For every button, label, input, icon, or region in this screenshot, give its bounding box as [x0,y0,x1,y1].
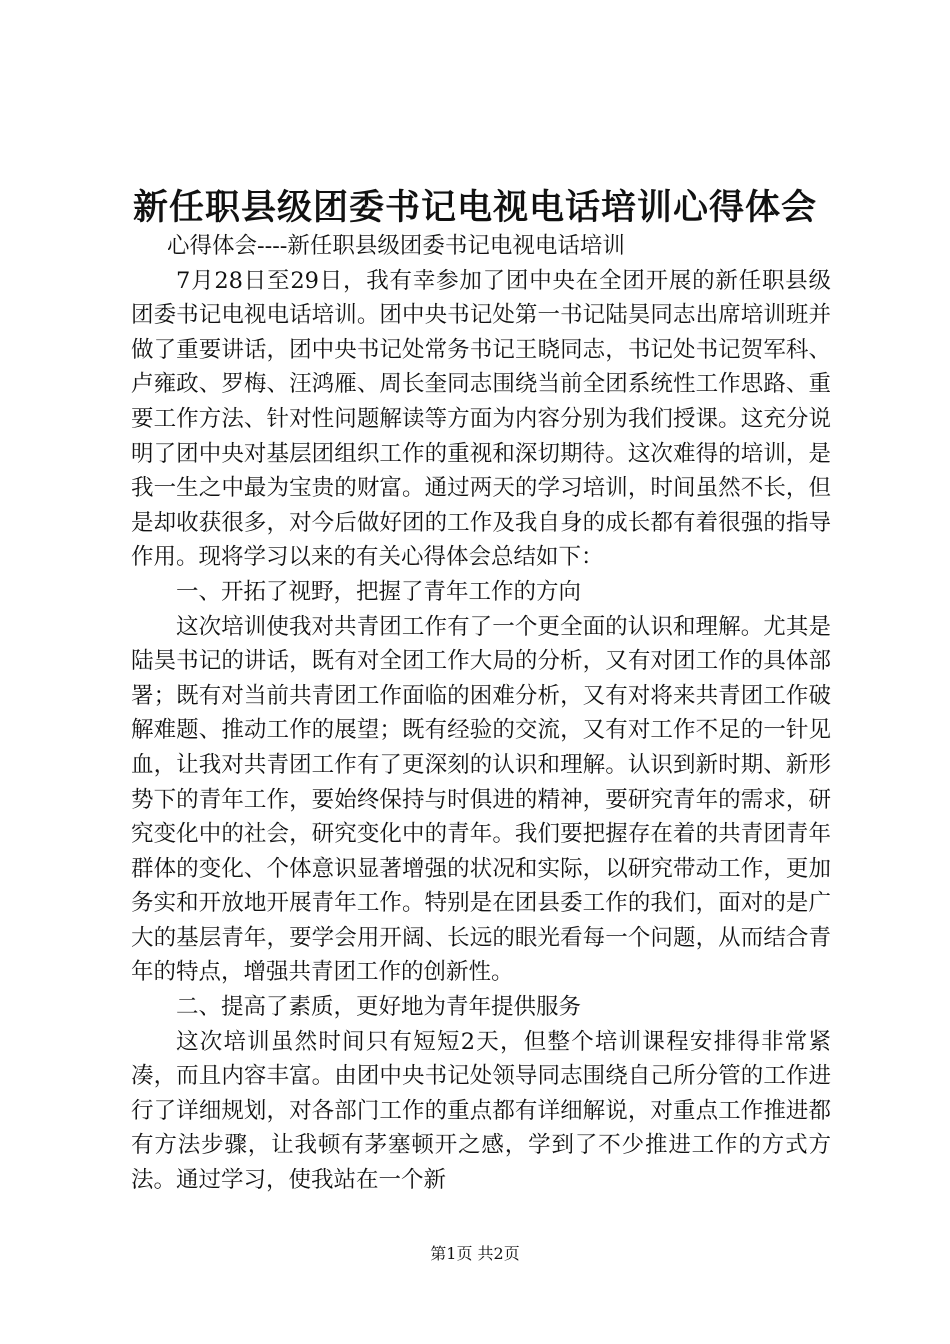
paragraph-section-1: 这次培训使我对共青团工作有了一个更全面的认识和理解。尤其是陆昊书记的讲话，既有对全团工作大局的分析，又有对团工作的具体部署；既有对当前共青团工作面临的困难分析，又有对将来共青团工作破解难题、推动工作的展望；既有经验的交流，又有对工作不足的一针见血，让我对共青团工作有了更深刻的认识和理解。认识到新时期、新形势下的青年工作，要始终保持与时俱进的精神，要研究青年的需求，研究变化中的社会，研究变化中的青年。我们要把握存在着的共青团青年群体的变化、个体意识显著增强的状况和实际，以研究带动工作，更加务实和开放地开展青年工作。特别是在团县委工作的我们，面对的是广大的基层青年，要学会用开阔、长远的眼光看每一个问题，从而结合青年的特点，增强共青团工作的创新性。 [131,613,831,986]
paragraph-intro: 7月28日至29日，我有幸参加了团中央在全团开展的新任职县级团委书记电视电话培训。团中央书记处第一书记陆昊同志出席培训班并做了重要讲话，团中央书记处常务书记王晓同志，书记处书记贺军科、卢雍政、罗梅、汪鸿雁、周长奎同志围绕当前全团系统性工作思路、重要工作方法、针对性问题解读等方面为内容分别为我们授课。这充分说明了团中央对基层团组织工作的重视和深切期待。这次难得的培训，是我一生之中最为宝贵的财富。通过两天的学习培训，时间虽然不长，但是却收获很多，对今后做好团的工作及我自身的成长都有着很强的指导作用。现将学习以来的有关心得体会总结如下： [131,267,831,571]
document-title: 新任职县级团委书记电视电话培训心得体会 [132,187,817,228]
section-heading-1: 一、开拓了视野，把握了青年工作的方向 [176,578,582,605]
document-subtitle: 心得体会----新任职县级团委书记电视电话培训 [167,233,625,259]
paragraph-section-2: 这次培训虽然时间只有短短2天，但整个培训课程安排得非常紧凑，而且内容丰富。由团中央书记处领导同志围绕自己所分管的工作进行了详细规划，对各部门工作的重点都有详细解说，对重点工作推进都有方法步骤，让我顿有茅塞顿开之感，学到了不少推进工作的方式方法。通过学习，使我站在一个新 [131,1028,831,1194]
document-body [131,229,831,1198]
page-number-footer: 第1页 共2页 [430,1244,520,1263]
section-heading-2: 二、提高了素质，更好地为青年提供服务 [176,994,582,1021]
